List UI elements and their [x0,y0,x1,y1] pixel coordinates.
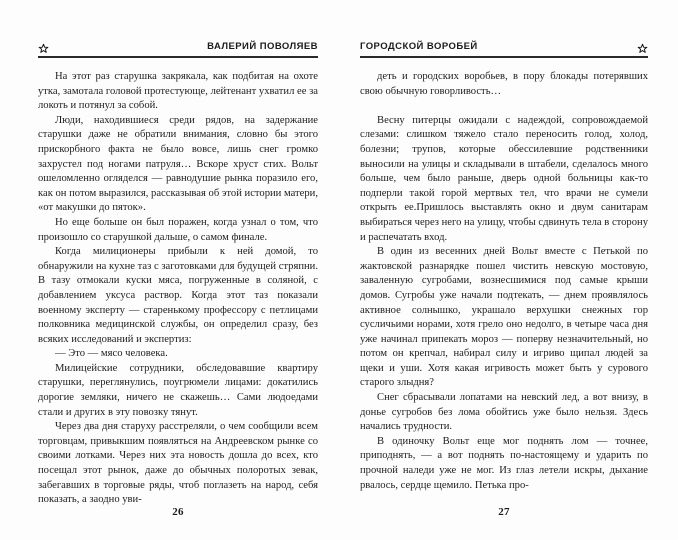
right-page-folio: 27 [498,506,510,518]
paragraph: Люди, находившиеся среди рядов, на задержание старушки даже не обратили внимания, словно бы этого прискорбного факта не было вовсе, лишь снег громко захрустел под ногами патруля… Вскоре хруст стих. Вольт ошеломленно огляделся — равнодушие рынка поразило его, как он потом выразился, рассказывая об этой истории матери, «от макушки до пяток». [38,114,318,214]
paragraph: В один из весенних дней Вольт вместе с Петькой по жактовской разнарядке пошел чистить невскую мостовую, заваленную сугробами, вознесшимися под самые крыши домов. Сугробы уже начали подтекать, — днем проявлялось активное солнышко, украшало верхушки снежных гор сусличьими норами, хотя грело оно недолго, в четыре часа дня уже начинал припекать мороз — поперву незначительный, но потом он крепчал, набирал силу и игриво щипал людей за щеки и уши. Хотя какая игривость может быть у сурового старого злыдня? [360,246,648,389]
paragraph: В одиночку Вольт еще мог поднять лом — точнее, приподнять, — а вот поднять по-настоящему и ударить по прочной наледи уже не мог. Из глаз летели искры, дыхание рвалось, сердце щемило. Петька про- [360,435,648,491]
right-running-head-title: ГОРОДСКОЙ ВОРОБЕЙ [360,41,478,52]
left-page-text-column [38,70,318,508]
paragraph: Весну питерцы ожидали с надеждой, сопровождаемой слезами: слишком тяжело стало переносить голод, холод, болезни; трупов, которые обессилевшие родственники выносили на улицы и складывали в штабели, сделалось много больше, чем было раньше, дверь одной больницы как-то подперли такой горой мертвых тел, что врачи не сумели открыть ее.Пришлось выставлять окно и двум санитарам выбираться через него на улицу, чтобы сдвинуть тела в сторону и распечатать вход. [360,114,648,243]
right-page [339,0,678,540]
paragraph: деть и городских воробьев, в пору блокады потерявших свою обычную говорливость… [360,71,648,97]
left-running-head-title: ВАЛЕРИЙ ПОВОЛЯЕВ [207,41,318,52]
left-running-head-rule [38,56,318,58]
right-running-head-rule [360,56,648,58]
star-outline-icon [637,43,648,54]
star-outline-icon [38,43,49,54]
paragraph: На этот раз старушка закрякала, как подбитая на охоте утка, замотала головой протестующе, лейтенант ухватил ее за локоть и потянул за собой. [38,71,318,112]
right-page-text-column [360,70,648,493]
paragraph: Милицейские сотрудники, обследовавшие квартиру старушки, переглянулись, поугрюмели лицами: докатились дорогие земляки, ничего не скажешь… Сами людоедами стали и других в эту повозку тянут. [38,362,318,418]
paragraph: Снег сбрасывали лопатами на невский лед, а вот внизу, в донье сугробов без лома обойтись уже было нельзя. Здесь начались трудности. [360,392,648,433]
paragraph: Когда милиционеры прибыли к ней домой, то обнаружили на кухне таз с заготовками для будущей стряпни. В тазу отмокали куски мяса, погруженные в соляной, с добавлением уксуса раствор. Когда этот таз показали военному эксперту — старенькому профессору с петлицами полковника медицинской службы, он определил сразу, без всяких исследований и экспертиз: [38,246,318,345]
paragraph: Через два дня старуху расстреляли, о чем сообщили всем торговцам, привыкшим появляться на Андреевском рынке со своими лотками. Через них эта новость дошла до всех, кто посещал этот рынок, даже до обычных полоротых зевак, забегавших в торговые ряды, чтоб поглазеть на народ, себя показать, а заодно уви- [38,421,318,506]
paragraph: Но еще больше он был поражен, когда узнал о том, что произошло со старушкой дальше, о самом финале. [38,216,318,243]
left-running-head [38,28,318,54]
right-running-head [360,28,648,54]
left-page-folio: 26 [172,506,184,518]
dialogue-line: — Это — мясо человека. [55,348,168,360]
